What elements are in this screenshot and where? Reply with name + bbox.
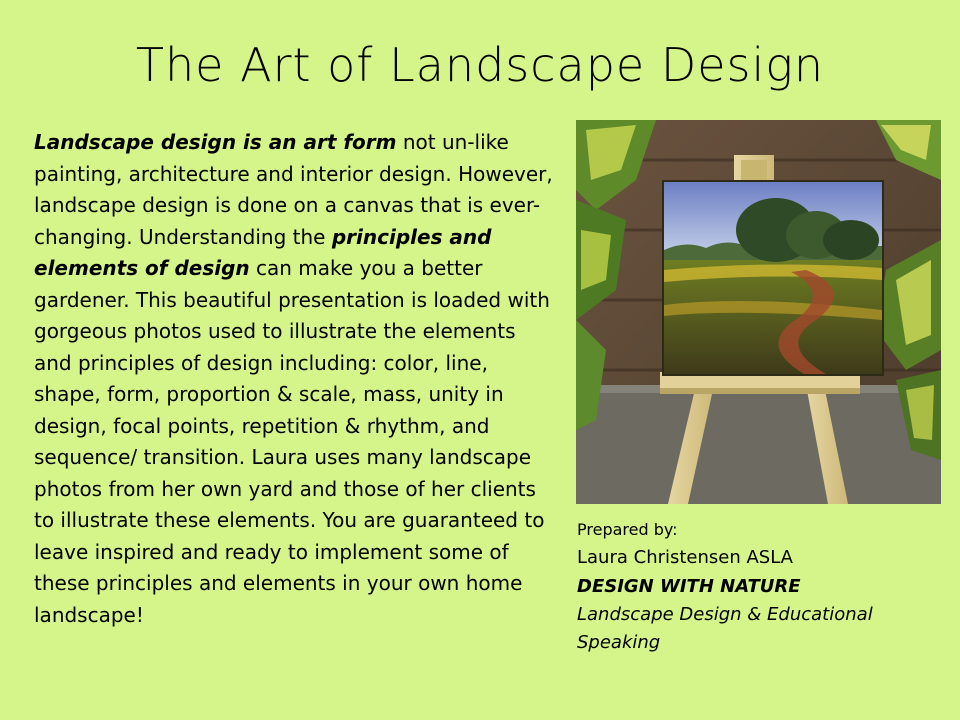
description-paragraph <box>34 127 554 631</box>
company-tagline: Landscape Design & Educational Speaking <box>577 604 873 653</box>
presenter-name: Laura Christensen ASLA <box>577 547 793 568</box>
lead-emphasis: Landscape design is an art form <box>34 130 397 154</box>
description-part-1: not un-like painting, architecture and interior design. However, landscape design is done on a canvas that is ever-changing. Understanding the <box>34 130 553 249</box>
slide-title: The Art of Landscape Design <box>135 38 825 92</box>
description-part-2: can make you a better gardener. This beautiful presentation is loaded with gorgeous photos used to illustrate the elements and principles of design including: color, line, shape, form, proportion & scale, mass, unity in design, focal points, repetition & rhythm, and sequence/ transition. Laura uses many landscape photos from her own yard and those of her clients to illustrate these elements. You are guaranteed to leave inspired and ready to implement some of these principles and elements in your own home landscape! <box>34 256 550 627</box>
credits-block <box>577 517 947 657</box>
principles-emphasis: principles and elements of design <box>34 224 492 280</box>
easel-painting-photo <box>576 120 941 504</box>
prepared-by-label: Prepared by: <box>577 520 678 539</box>
company-name: DESIGN WITH NATURE <box>577 576 801 597</box>
